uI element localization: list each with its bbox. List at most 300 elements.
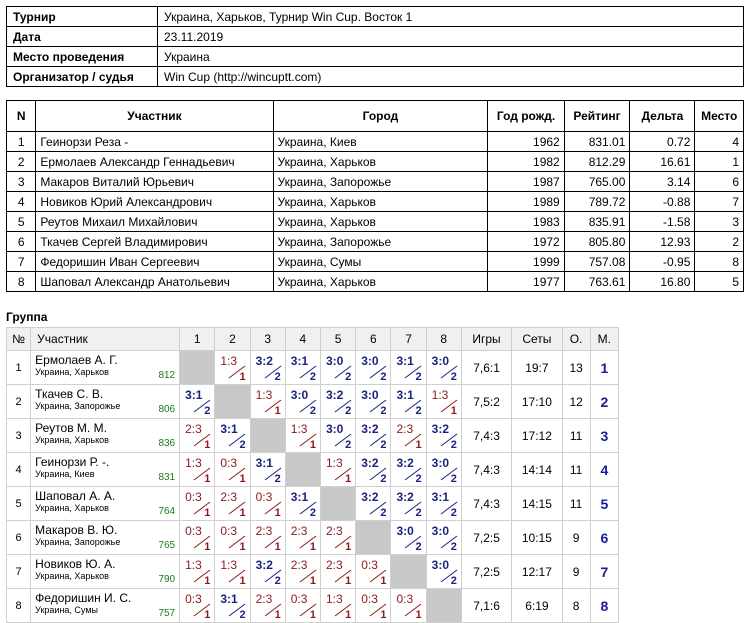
- group-games: 7,4:3: [461, 487, 511, 521]
- group-player-city: Украина, Киев: [35, 469, 95, 479]
- group-row-number: 3: [7, 419, 31, 453]
- match-result-cell: [321, 521, 356, 555]
- participants-header: Город: [273, 101, 488, 132]
- group-player-city: Украина, Харьков: [35, 503, 109, 513]
- match-result-cell: [356, 487, 391, 521]
- group-row: [7, 521, 619, 555]
- match-score: 3:0: [326, 422, 344, 436]
- match-points: 1: [345, 609, 352, 621]
- match-points: 2: [450, 371, 457, 383]
- participant-place: 3: [695, 212, 744, 232]
- match-result-cell: [391, 453, 426, 487]
- match-result-cell: [285, 351, 320, 385]
- participant-n: 2: [7, 152, 36, 172]
- participant-name: Федоришин Иван Сергеевич: [36, 252, 273, 272]
- match-result-cell: [321, 351, 356, 385]
- match-score: 3:1: [185, 388, 203, 402]
- match-points: 1: [309, 541, 316, 553]
- participant-city: Украина, Харьков: [273, 272, 488, 292]
- match-result-cell: [426, 351, 461, 385]
- group-sets: 17:12: [512, 419, 562, 453]
- grid-header-col: 2: [215, 328, 250, 351]
- match-result-cell: [180, 453, 215, 487]
- match-points: 1: [274, 609, 281, 621]
- match-result-cell: [215, 453, 250, 487]
- participant-year: 1987: [488, 172, 564, 192]
- group-points: 13: [562, 351, 590, 385]
- participant-n: 3: [7, 172, 36, 192]
- match-score: 0:3: [255, 490, 273, 504]
- group-games: 7,2:5: [461, 555, 511, 589]
- match-score: 0:3: [290, 592, 308, 606]
- participant-rating: 765.00: [564, 172, 630, 192]
- match-score: 2:3: [290, 558, 308, 572]
- group-sets: 6:19: [512, 589, 562, 623]
- group-games: 7,1:6: [461, 589, 511, 623]
- group-sets: 14:15: [512, 487, 562, 521]
- match-result-cell: [391, 419, 426, 453]
- group-player-city: Украина, Сумы: [35, 605, 98, 615]
- match-points: 1: [274, 405, 281, 417]
- participant-city: Украина, Харьков: [273, 152, 488, 172]
- match-points: 2: [380, 405, 387, 417]
- match-points: 1: [345, 473, 352, 485]
- participant-n: 5: [7, 212, 36, 232]
- match-score: 2:3: [255, 524, 273, 538]
- match-result-cell: [180, 487, 215, 521]
- group-player-rating: 836: [158, 438, 176, 449]
- match-points: 2: [415, 507, 422, 519]
- group-row: [7, 385, 619, 419]
- participant-n: 8: [7, 272, 36, 292]
- group-row-number: 1: [7, 351, 31, 385]
- group-player-name: Ткачев С. В.: [35, 387, 104, 401]
- match-points: 2: [239, 609, 246, 621]
- match-score: 3:1: [396, 388, 414, 402]
- participant-city: Украина, Киев: [273, 132, 488, 152]
- group-title: Группа: [6, 310, 48, 324]
- match-result-cell: [391, 385, 426, 419]
- group-points: 11: [562, 487, 590, 521]
- match-score: 1:3: [185, 558, 202, 572]
- match-score: 0:3: [361, 558, 378, 572]
- participant-rating: 831.01: [564, 132, 630, 152]
- group-row-number: 2: [7, 385, 31, 419]
- match-points: 2: [380, 473, 387, 485]
- group-player-rating: 764: [158, 506, 176, 517]
- group-player-city: Украина, Харьков: [35, 571, 109, 581]
- match-points: 2: [450, 473, 457, 485]
- group-place: 4: [590, 453, 618, 487]
- info-row: [7, 47, 744, 67]
- group-player-name: Ермолаев А. Г.: [35, 353, 118, 367]
- participant-year: 1977: [488, 272, 564, 292]
- match-points: 2: [309, 405, 316, 417]
- participant-rating: 835.91: [564, 212, 630, 232]
- participant-year: 1999: [488, 252, 564, 272]
- match-score: 3:0: [431, 558, 449, 572]
- group-row: [7, 419, 619, 453]
- match-points: 2: [380, 507, 387, 519]
- grid-header-player: Участник: [31, 328, 180, 351]
- participant-n: 6: [7, 232, 36, 252]
- match-score: 0:3: [220, 456, 238, 470]
- group-points: 11: [562, 419, 590, 453]
- participant-n: 7: [7, 252, 36, 272]
- group-player-cell: [31, 453, 180, 487]
- match-points: 2: [309, 507, 316, 519]
- match-result-cell: [426, 487, 461, 521]
- group-player-name: Макаров В. Ю.: [35, 523, 118, 537]
- group-player-city: Украина, Харьков: [35, 367, 109, 377]
- match-result-cell: [285, 521, 320, 555]
- info-value: Win Cup (http://wincuptt.com): [158, 67, 744, 87]
- match-score: 0:3: [185, 524, 202, 538]
- match-points: 1: [309, 609, 316, 621]
- match-points: 2: [380, 371, 387, 383]
- match-score: 3:0: [431, 524, 449, 538]
- match-points: 2: [204, 405, 211, 417]
- self-match-cell: [180, 351, 215, 385]
- participants-header: Дельта: [630, 101, 695, 132]
- match-result-cell: [250, 487, 285, 521]
- match-score: 1:3: [290, 422, 308, 436]
- participants-header: Рейтинг: [564, 101, 630, 132]
- group-points: 12: [562, 385, 590, 419]
- info-key: Турнир: [7, 7, 158, 27]
- match-points: 1: [204, 473, 211, 485]
- info-key: Организатор / судья: [7, 67, 158, 87]
- group-games: 7,5:2: [461, 385, 511, 419]
- match-result-cell: [285, 385, 320, 419]
- group-player-rating: 831: [158, 472, 176, 483]
- participants-header: Место: [695, 101, 744, 132]
- match-result-cell: [250, 521, 285, 555]
- group-player-name: Новиков Ю. А.: [35, 557, 116, 571]
- match-result-cell: [321, 385, 356, 419]
- match-points: 1: [309, 575, 316, 587]
- match-result-cell: [391, 521, 426, 555]
- group-player-rating: 790: [158, 574, 176, 585]
- match-score: 0:3: [185, 592, 202, 606]
- participant-delta: 16.61: [630, 152, 695, 172]
- self-match-cell: [215, 385, 250, 419]
- match-result-cell: [426, 385, 461, 419]
- match-score: 2:3: [185, 422, 202, 436]
- group-player-cell: [31, 351, 180, 385]
- participant-rating: 763.61: [564, 272, 630, 292]
- participant-city: Украина, Запорожье: [273, 172, 488, 192]
- participant-delta: -0.95: [630, 252, 695, 272]
- participant-n: 1: [7, 132, 36, 152]
- match-score: 3:0: [396, 524, 414, 538]
- participant-name: Геинорзи Реза -: [36, 132, 273, 152]
- group-player-rating: 757: [158, 608, 176, 619]
- match-result-cell: [180, 555, 215, 589]
- match-result-cell: [215, 521, 250, 555]
- match-result-cell: [180, 385, 215, 419]
- group-player-cell: [31, 555, 180, 589]
- group-row: [7, 487, 619, 521]
- match-result-cell: [391, 487, 426, 521]
- match-points: 2: [450, 507, 457, 519]
- match-score: 3:1: [220, 422, 238, 436]
- match-score: 1:3: [185, 456, 202, 470]
- match-score: 3:2: [361, 456, 379, 470]
- match-score: 2:3: [326, 558, 343, 572]
- self-match-cell: [250, 419, 285, 453]
- participant-place: 4: [695, 132, 744, 152]
- match-result-cell: [285, 487, 320, 521]
- grid-header-col: 4: [285, 328, 320, 351]
- info-row: [7, 67, 744, 87]
- grid-header-games: Игры: [461, 328, 511, 351]
- self-match-cell: [321, 487, 356, 521]
- match-points: 2: [415, 371, 422, 383]
- group-row-number: 4: [7, 453, 31, 487]
- match-score: 3:1: [290, 354, 309, 368]
- match-points: 1: [345, 575, 352, 587]
- match-result-cell: [356, 555, 391, 589]
- grid-header-place: М.: [590, 328, 618, 351]
- info-key: Дата: [7, 27, 158, 47]
- match-points: 1: [450, 405, 457, 417]
- match-result-cell: [426, 521, 461, 555]
- match-result-cell: [250, 351, 285, 385]
- group-row-number: 7: [7, 555, 31, 589]
- match-result-cell: [215, 351, 250, 385]
- match-points: 2: [450, 439, 457, 451]
- match-score: 0:3: [396, 592, 414, 606]
- match-result-cell: [321, 419, 356, 453]
- participant-row: [7, 152, 744, 172]
- tournament-info-table: [6, 6, 744, 87]
- participant-delta: 3.14: [630, 172, 695, 192]
- match-score: 1:3: [431, 388, 449, 402]
- participant-rating: 757.08: [564, 252, 630, 272]
- group-sets: 10:15: [512, 521, 562, 555]
- grid-header-col: 6: [356, 328, 391, 351]
- group-sets: 17:10: [512, 385, 562, 419]
- info-row: [7, 27, 744, 47]
- group-player-city: Украина, Запорожье: [35, 537, 121, 547]
- participant-place: 7: [695, 192, 744, 212]
- grid-header-col: 8: [426, 328, 461, 351]
- participant-place: 2: [695, 232, 744, 252]
- match-points: 1: [309, 439, 316, 451]
- participant-row: [7, 272, 744, 292]
- match-points: 1: [204, 541, 211, 553]
- participant-row: [7, 132, 744, 152]
- participants-table: [6, 100, 744, 292]
- group-player-rating: 806: [158, 404, 176, 415]
- participant-name: Реутов Михаил Михайлович: [36, 212, 273, 232]
- match-score: 2:3: [326, 524, 343, 538]
- match-points: 2: [239, 439, 246, 451]
- group-place: 7: [590, 555, 618, 589]
- match-score: 3:2: [255, 558, 273, 572]
- group-games: 7,6:1: [461, 351, 511, 385]
- participant-year: 1962: [488, 132, 564, 152]
- match-result-cell: [321, 555, 356, 589]
- participants-header: Участник: [36, 101, 273, 132]
- info-row: [7, 7, 744, 27]
- match-points: 1: [274, 507, 281, 519]
- match-result-cell: [356, 351, 391, 385]
- participant-n: 4: [7, 192, 36, 212]
- participant-name: Ермолаев Александр Геннадьевич: [36, 152, 273, 172]
- match-score: 1:3: [255, 388, 273, 402]
- match-score: 1:3: [220, 558, 238, 572]
- group-player-cell: [31, 487, 180, 521]
- match-score: 3:2: [361, 490, 379, 504]
- group-points: 11: [562, 453, 590, 487]
- group-games: 7,2:5: [461, 521, 511, 555]
- participant-name: Макаров Виталий Юрьевич: [36, 172, 273, 192]
- grid-header-points: О.: [562, 328, 590, 351]
- match-score: 0:3: [361, 592, 378, 606]
- match-result-cell: [285, 555, 320, 589]
- grid-header-col: 7: [391, 328, 426, 351]
- match-result-cell: [215, 419, 250, 453]
- participant-year: 1972: [488, 232, 564, 252]
- match-score: 3:2: [361, 422, 379, 436]
- match-points: 1: [415, 439, 422, 451]
- participant-year: 1982: [488, 152, 564, 172]
- group-player-rating: 812: [158, 370, 176, 381]
- participant-year: 1989: [488, 192, 564, 212]
- match-points: 2: [415, 473, 422, 485]
- match-points: 1: [204, 575, 211, 587]
- match-result-cell: [215, 555, 250, 589]
- match-score: 3:0: [361, 354, 379, 368]
- match-result-cell: [356, 453, 391, 487]
- match-points: 1: [274, 541, 281, 553]
- participants-header: Год рожд.: [488, 101, 564, 132]
- group-place: 1: [590, 351, 618, 385]
- match-result-cell: [180, 419, 215, 453]
- participant-delta: -0.88: [630, 192, 695, 212]
- participant-name: Ткачев Сергей Владимирович: [36, 232, 273, 252]
- match-points: 2: [309, 371, 316, 383]
- match-result-cell: [426, 555, 461, 589]
- participant-row: [7, 172, 744, 192]
- match-points: 2: [415, 541, 422, 553]
- group-sets: 19:7: [512, 351, 562, 385]
- group-place: 5: [590, 487, 618, 521]
- participant-rating: 789.72: [564, 192, 630, 212]
- participant-place: 6: [695, 172, 744, 192]
- participant-city: Украина, Сумы: [273, 252, 488, 272]
- match-points: 2: [274, 371, 281, 383]
- match-score: 3:2: [431, 422, 449, 436]
- self-match-cell: [356, 521, 391, 555]
- participant-place: 1: [695, 152, 744, 172]
- match-points: 1: [380, 575, 387, 587]
- match-score: 1:3: [220, 354, 238, 368]
- group-player-name: Реутов М. М.: [35, 421, 107, 435]
- match-score: 2:3: [290, 524, 308, 538]
- grid-header-n: №: [7, 328, 31, 351]
- match-score: 2:3: [220, 490, 238, 504]
- match-score: 3:0: [431, 456, 449, 470]
- match-points: 2: [274, 575, 281, 587]
- participant-row: [7, 212, 744, 232]
- match-points: 1: [415, 609, 422, 621]
- group-games: 7,4:3: [461, 419, 511, 453]
- participant-year: 1983: [488, 212, 564, 232]
- group-row-number: 6: [7, 521, 31, 555]
- match-score: 3:0: [361, 388, 379, 402]
- participant-delta: 0.72: [630, 132, 695, 152]
- info-value: Украина: [158, 47, 744, 67]
- group-row: [7, 453, 619, 487]
- match-score: 2:3: [396, 422, 414, 436]
- match-score: 3:1: [220, 592, 238, 606]
- match-points: 1: [204, 439, 211, 451]
- participant-city: Украина, Запорожье: [273, 232, 488, 252]
- group-player-name: Геинорзи Р. -.: [35, 455, 110, 469]
- match-points: 2: [345, 439, 352, 451]
- match-score: 3:0: [290, 388, 309, 402]
- match-score: 0:3: [220, 524, 238, 538]
- group-player-cell: [31, 385, 180, 419]
- participant-name: Шаповал Александр Анатольевич: [36, 272, 273, 292]
- match-result-cell: [215, 487, 250, 521]
- match-score: 1:3: [326, 592, 343, 606]
- group-points: 8: [562, 589, 590, 623]
- group-sets: 14:14: [512, 453, 562, 487]
- participant-row: [7, 232, 744, 252]
- group-player-city: Украина, Запорожье: [35, 401, 121, 411]
- match-result-cell: [285, 419, 320, 453]
- participant-place: 8: [695, 252, 744, 272]
- group-place: 3: [590, 419, 618, 453]
- match-points: 2: [345, 371, 352, 383]
- participant-name: Новиков Юрий Александрович: [36, 192, 273, 212]
- match-points: 2: [450, 541, 457, 553]
- match-result-cell: [250, 385, 285, 419]
- match-score: 3:2: [255, 354, 273, 368]
- match-points: 1: [204, 609, 211, 621]
- group-place: 8: [590, 589, 618, 623]
- info-key: Место проведения: [7, 47, 158, 67]
- participant-place: 5: [695, 272, 744, 292]
- match-result-cell: [180, 521, 215, 555]
- participant-row: [7, 252, 744, 272]
- match-points: 1: [239, 575, 246, 587]
- match-score: 2:3: [255, 592, 273, 606]
- participant-delta: 12.93: [630, 232, 695, 252]
- match-score: 3:1: [290, 490, 309, 504]
- grid-header-sets: Сеты: [512, 328, 562, 351]
- participant-delta: -1.58: [630, 212, 695, 232]
- group-place: 6: [590, 521, 618, 555]
- match-result-cell: [356, 419, 391, 453]
- match-score: 1:3: [326, 456, 343, 470]
- participants-header: N: [7, 101, 36, 132]
- match-score: 3:2: [396, 490, 414, 504]
- match-score: 3:1: [255, 456, 273, 470]
- group-points: 9: [562, 555, 590, 589]
- group-player-name: Федоришин И. С.: [35, 591, 132, 605]
- match-points: 1: [380, 609, 387, 621]
- group-games: 7,4:3: [461, 453, 511, 487]
- group-points: 9: [562, 521, 590, 555]
- group-sets: 12:17: [512, 555, 562, 589]
- match-score: 3:1: [396, 354, 414, 368]
- participant-city: Украина, Харьков: [273, 212, 488, 232]
